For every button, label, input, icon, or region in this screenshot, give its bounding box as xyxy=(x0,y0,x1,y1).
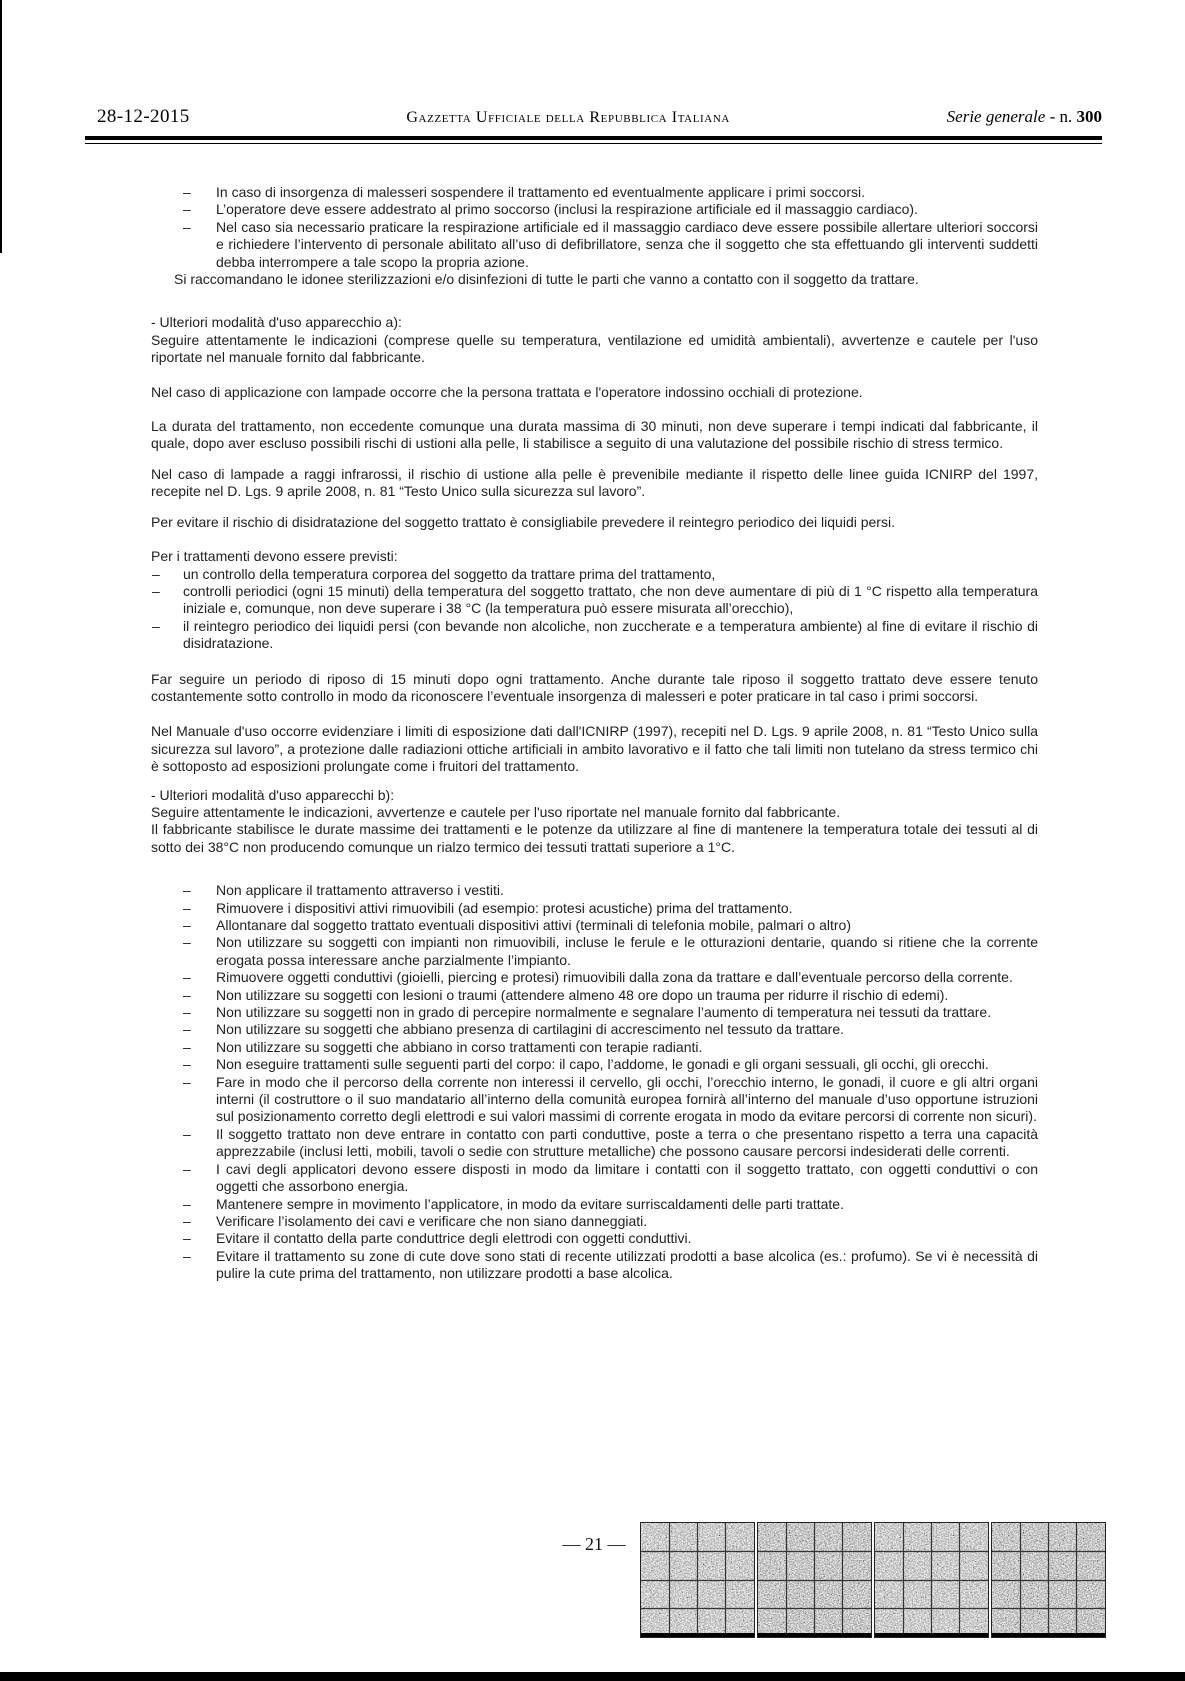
list-item xyxy=(151,184,1038,201)
list-item xyxy=(151,987,1038,1004)
list-item xyxy=(151,1074,1038,1126)
scan-edge-bottom-bar xyxy=(0,1672,1185,1681)
dash-bullet: – xyxy=(183,969,191,986)
dash-bullet: – xyxy=(183,1125,191,1142)
dash-bullet: – xyxy=(183,934,191,951)
paragraph-riposo: Far seguire un periodo di riposo di 15 minuti dopo ogni trattamento. Anche durante tale riposo il soggetto trattato deve essere tenuto costantemente sotto controllo in modo da riconoscere l’eventuale insorgenza di malesseri e poter praticare in tal caso i primi soccorsi. xyxy=(151,670,1038,704)
dash-bullet: – xyxy=(183,986,191,1003)
list-item-text: Verificare l’isolamento dei cavi e verificare che non siano danneggiati. xyxy=(216,1212,648,1229)
list-item-text: Rimuovere i dispositivi attivi rimuovibili (ad esempio: protesi acustiche) prima del trattamento. xyxy=(216,899,793,916)
list-item xyxy=(151,882,1038,899)
series-name: Serie generale xyxy=(946,107,1046,126)
list-item-text: Evitare il contatto della parte conduttrice degli elettrodi con oggetti conduttivi. xyxy=(216,1230,692,1247)
paragraph-disidratazione: Per evitare il rischio di disidratazione del soggetto trattato è consigliabile prevedere il reintegro periodico dei liquidi persi. xyxy=(151,513,895,530)
list-item-text: Evitare il trattamento su zone di cute dove sono stati di recente utilizzati prodotti a base alcolica (es.: profumo). Se vi è necessità di pulire la cute prima del trattamento, non utilizzare prodotti a base alcolica. xyxy=(216,1247,1038,1282)
series-separator: - n. xyxy=(1045,107,1077,126)
list-item xyxy=(151,1021,1038,1038)
dash-bullet: – xyxy=(183,1212,191,1229)
dash-bullet: – xyxy=(183,1230,191,1247)
dash-bullet: – xyxy=(152,565,160,582)
matrix-barcode-block xyxy=(875,1523,988,1637)
page-header xyxy=(85,106,1102,132)
matrix-barcode-block xyxy=(758,1523,871,1637)
trattamenti-list xyxy=(151,566,1038,653)
list-item-text: Non utilizzare su soggetti che abbiano presenza di cartilagini di accrescimento nel tessuto da trattare. xyxy=(216,1021,845,1038)
paragraph-sterilizzazioni: Si raccomandano le idonee sterilizzazioni e/o disinfezioni di tutte le parti che vanno a contatto con il soggetto da trattare. xyxy=(174,271,919,288)
list-item-text: Non utilizzare su soggetti che abbiano in corso trattamenti con terapie radianti. xyxy=(216,1038,703,1055)
list-item-text: Allontanare dal soggetto trattato eventuali dispositivi attivi (terminali di telefonia mobile, palmari o altro) xyxy=(216,917,851,933)
list-item-text: Rimuovere oggetti conduttivi (gioielli, piercing e protesi) rimuovibili dalla zona da trattare e dall’eventuale percorso della corrente. xyxy=(216,969,1013,986)
precauzioni-list xyxy=(151,882,1038,1282)
dash-bullet: – xyxy=(183,1073,191,1090)
paragraph-seguire-a: Seguire attentamente le indicazioni (comprese quelle su temperatura, ventilazione ed umidità ambientali), avvertenze e cautele per l'uso riportate nel manuale fornito dal fabbricante. xyxy=(151,331,1038,366)
dash-bullet: – xyxy=(183,218,191,235)
list-item xyxy=(151,900,1038,917)
list-item-text: Non applicare il trattamento attraverso i vestiti. xyxy=(216,882,504,899)
paragraph-previsti: Per i trattamenti devono essere previsti: xyxy=(151,548,398,565)
list-item xyxy=(151,934,1038,969)
list-item xyxy=(151,1196,1038,1213)
list-item xyxy=(151,1248,1038,1283)
scan-edge-left-mark xyxy=(0,0,2,253)
list-item xyxy=(151,1004,1038,1021)
body-text xyxy=(151,184,1038,1283)
list-item xyxy=(151,1230,1038,1247)
dash-bullet: – xyxy=(183,1247,191,1264)
list-item-text: Mantenere sempre in movimento l’applicatore, in modo da evitare surriscaldamenti delle parti trattate. xyxy=(216,1195,844,1212)
list-item xyxy=(151,219,1038,271)
dash-bullet: – xyxy=(183,917,191,933)
list-item-text: un controllo della temperatura corporea del soggetto da trattare prima del trattamento, xyxy=(183,565,716,582)
section-heading-apparecchi-b: - Ulteriori modalità d'uso apparecchi b): xyxy=(151,786,395,803)
dash-bullet: – xyxy=(152,582,160,599)
series-info xyxy=(947,107,1102,127)
list-item xyxy=(151,1056,1038,1073)
paragraph-lampade-occhiali: Nel caso di applicazione con lampade occorre che la persona trattata e l'operatore indossino occhiali di protezione. xyxy=(151,383,863,400)
list-item-text: Non utilizzare su soggetti non in grado di percepire normalmente e segnalare l’aumento di temperatura nei tessuti da trattare. xyxy=(216,1004,992,1021)
paragraph-raggi-infrarossi: Nel caso di lampade a raggi infrarossi, il rischio di ustione alla pelle è prevenibile mediante il rispetto delle linee guida ICNIRP del 1997, recepite nel D. Lgs. 9 aprile 2008, n. 81 “Testo Unico sulla sicurezza sul lavoro”. xyxy=(151,465,1038,500)
list-item-text: il reintegro periodico dei liquidi persi (con bevande non alcoliche, non zuccherate e a temperatura ambiente) al fine di evitare il rischio di disidratazione. xyxy=(183,617,1038,652)
page-number: — 21 — xyxy=(562,1534,626,1554)
list-item-text: Nel caso sia necessario praticare la respirazione artificiale ed il massaggio cardiaco deve essere possibile allertare ulteriori soccorsi e richiedere l’intervento di personale abilitato all’uso di defibrillatore, senza che il soggetto che sta effettuando gli interventi suddetti debba interrompere a tale scopo la propria azione. xyxy=(216,218,1038,270)
list-item xyxy=(151,1039,1038,1056)
list-item-text: Non utilizzare su soggetti con lesioni o traumi (attendere almeno 48 ore dopo un trauma per ridurre il rischio di edemi). xyxy=(216,986,949,1003)
list-item xyxy=(151,1126,1038,1161)
dash-bullet: – xyxy=(183,1004,191,1021)
list-item-text: In caso di insorgenza di malesseri sospendere il trattamento ed eventualmente applicare i primi soccorsi. xyxy=(216,184,865,200)
paragraph-fabbricante: Il fabbricante stabilisce le durate massime dei trattamenti e le potenze da utilizzare al fine di mantenere la temperatura totale dei tessuti al di sotto dei 38°C non producendo comunque un rialzo termico dei tessuti trattati superiore a 1°C. xyxy=(151,821,1038,855)
dash-bullet: – xyxy=(183,899,191,916)
list-item xyxy=(151,1161,1038,1196)
list-item-text: I cavi degli applicatori devono essere disposti in modo da limitare i contatti con il soggetto trattato, con oggetti conduttivi o con oggetti che assorbono energia. xyxy=(216,1160,1038,1195)
dash-bullet: – xyxy=(183,1195,191,1212)
header-double-rule xyxy=(85,136,1102,144)
dash-bullet: – xyxy=(183,1056,191,1073)
list-item-text: Il soggetto trattato non deve entrare in contatto con parti conduttive, poste a terra o che presentano rispetto a terra una capacità apprezzabile (inclusi letti, mobili, tavoli o sedie con strutture metalliche) che possono causare percorsi indesiderati delle correnti. xyxy=(216,1125,1038,1160)
list-item xyxy=(151,201,1038,218)
list-item-text: Fare in modo che il percorso della corrente non interessi il cervello, gli occhi, l’orecchio interno, le gonadi, il cuore e gli altri organi interni (il costruttore o il suo mandatario all’interno della comunità europea fornirà all’interno del manuale d’uso opportune istruzioni sul posizionamento corretto degli elettrodi e sui valori massimi di corrente erogata in modo da evitare percorsi di corrente non sicuri). xyxy=(216,1073,1038,1125)
section-heading-apparecchio-a: - Ulteriori modalità d'uso apparecchio a): xyxy=(151,314,402,331)
header-date: 28-12-2015 xyxy=(97,106,190,127)
masthead-title: Gazzetta Ufficiale della Repubblica Italiana xyxy=(406,109,730,126)
list-item-text: controlli periodici (ogni 15 minuti) della temperatura del soggetto trattato, che non deve aumentare di più di 1 °C rispetto alla temperatura iniziale e, comunque, non deve superare i 38 °C (la temperatura può essere misurata all’orecchio), xyxy=(183,582,1038,617)
matrix-barcode-block xyxy=(992,1523,1105,1637)
first-aid-list xyxy=(151,184,1038,271)
barcode-strip xyxy=(641,1523,1105,1637)
dash-bullet: – xyxy=(183,201,191,218)
dash-bullet: – xyxy=(152,617,160,634)
list-item xyxy=(151,618,1038,653)
list-item xyxy=(151,969,1038,986)
list-item-text: Non utilizzare su soggetti con impianti non rimuovibili, incluse le ferule e le otturazioni dentarie, quando si ritiene che la corrente erogata possa interessare anche parzialmente l’impianto. xyxy=(216,934,1038,968)
paragraph-durata-trattamento: La durata del trattamento, non eccedente comunque una durata massima di 30 minuti, non deve superare i tempi indicati dal fabbricante, il quale, dopo aver escluso possibili rischi di ustioni alla pelle, li stabilisce a seguito di una valutazione del possibile rischio di stress termico. xyxy=(151,418,1038,452)
dash-bullet: – xyxy=(183,1038,191,1055)
paragraph-seguire-b: Seguire attentamente le indicazioni, avvertenze e cautele per l'uso riportate nel manuale fornito dal fabbricante. xyxy=(151,803,841,820)
list-item-text: L’operatore deve essere addestrato al primo soccorso (inclusi la respirazione artificiale ed il massaggio cardiaco). xyxy=(216,201,918,218)
matrix-barcode-block xyxy=(641,1523,754,1637)
list-item xyxy=(151,583,1038,618)
series-number: 300 xyxy=(1076,107,1102,126)
list-item xyxy=(151,917,1038,934)
dash-bullet: – xyxy=(183,1021,191,1038)
dash-bullet: – xyxy=(183,1160,191,1177)
list-item xyxy=(151,1213,1038,1230)
paragraph-manuale-icnirp: Nel Manuale d'uso occorre evidenziare i limiti di esposizione dati dall'ICNIRP (1997), recepiti nel D. Lgs. 9 aprile 2008, n. 81 “Testo Unico sulla sicurezza sul lavoro”, a protezione dalle radiazioni ottiche artificiali in ambito lavorativo e il fatto che tali limiti non tutelano da stress termico chi è sottoposto ad esposizioni prolungate come i fruitori del trattamento. xyxy=(151,723,1038,775)
list-item xyxy=(151,566,1038,583)
dash-bullet: – xyxy=(183,184,191,200)
dash-bullet: – xyxy=(183,882,191,899)
list-item-text: Non eseguire trattamenti sulle seguenti parti del corpo: il capo, l’addome, le gonadi e gli organi sessuali, gli occhi, gli orecchi. xyxy=(216,1056,989,1073)
